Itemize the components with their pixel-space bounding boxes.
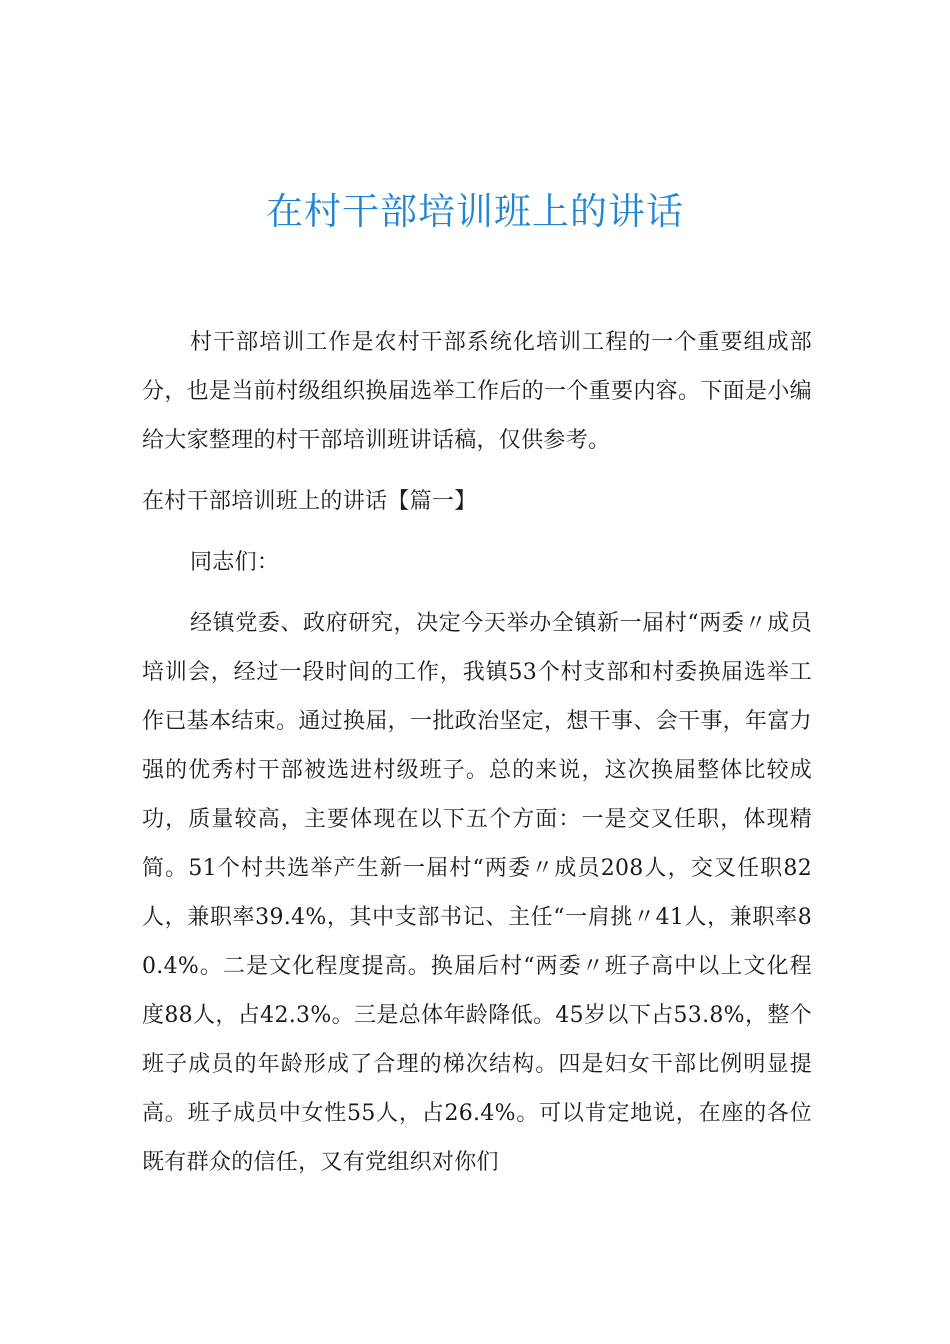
document-title: 在村干部培训班上的讲话 bbox=[266, 190, 684, 233]
section-heading: 在村干部培训班上的讲话【篇一】 bbox=[142, 489, 477, 514]
body-paragraph: 经镇党委、政府研究，决定今天举办全镇新一届村“两委〃成员培训会，经过一段时间的工作，我镇53个村支部和村委换届选举工作已基本结束。通过换届，一批政治坚定，想干事、会干事，年富力强的优秀村干部被选进村级班子。总的来说，这次换届整体比较成功，质量较高，主要体现在以下五个方面：一是交叉任职，体现精简。51个村共选举产生新一届村“两委〃成员208人，交叉任职82人，兼职率39.4%，其中支部书记、主任“一肩挑〃41人，兼职率80.4%。二是文化程度提高。换届后村“两委〃班子高中以上文化程度88人，占42.3%。三是总体年龄降低。45岁以下占53.8%，整个班子成员的年龄形成了合理的梯次结构。四是妇女干部比例明显提高。班子成员中女性55人，占26.4%。可以肯定地说，在座的各位既有群众的信任，又有党组织对你们 bbox=[142, 611, 812, 1175]
document-body bbox=[142, 318, 812, 1187]
greeting-line: 同志们： bbox=[190, 550, 280, 575]
intro-paragraph: 村干部培训工作是农村干部系统化培训工程的一个重要组成部分，也是当前村级组织换届选举工作后的一个重要内容。下面是小编给大家整理的村干部培训班讲话稿，仅供参考。 bbox=[142, 330, 812, 453]
